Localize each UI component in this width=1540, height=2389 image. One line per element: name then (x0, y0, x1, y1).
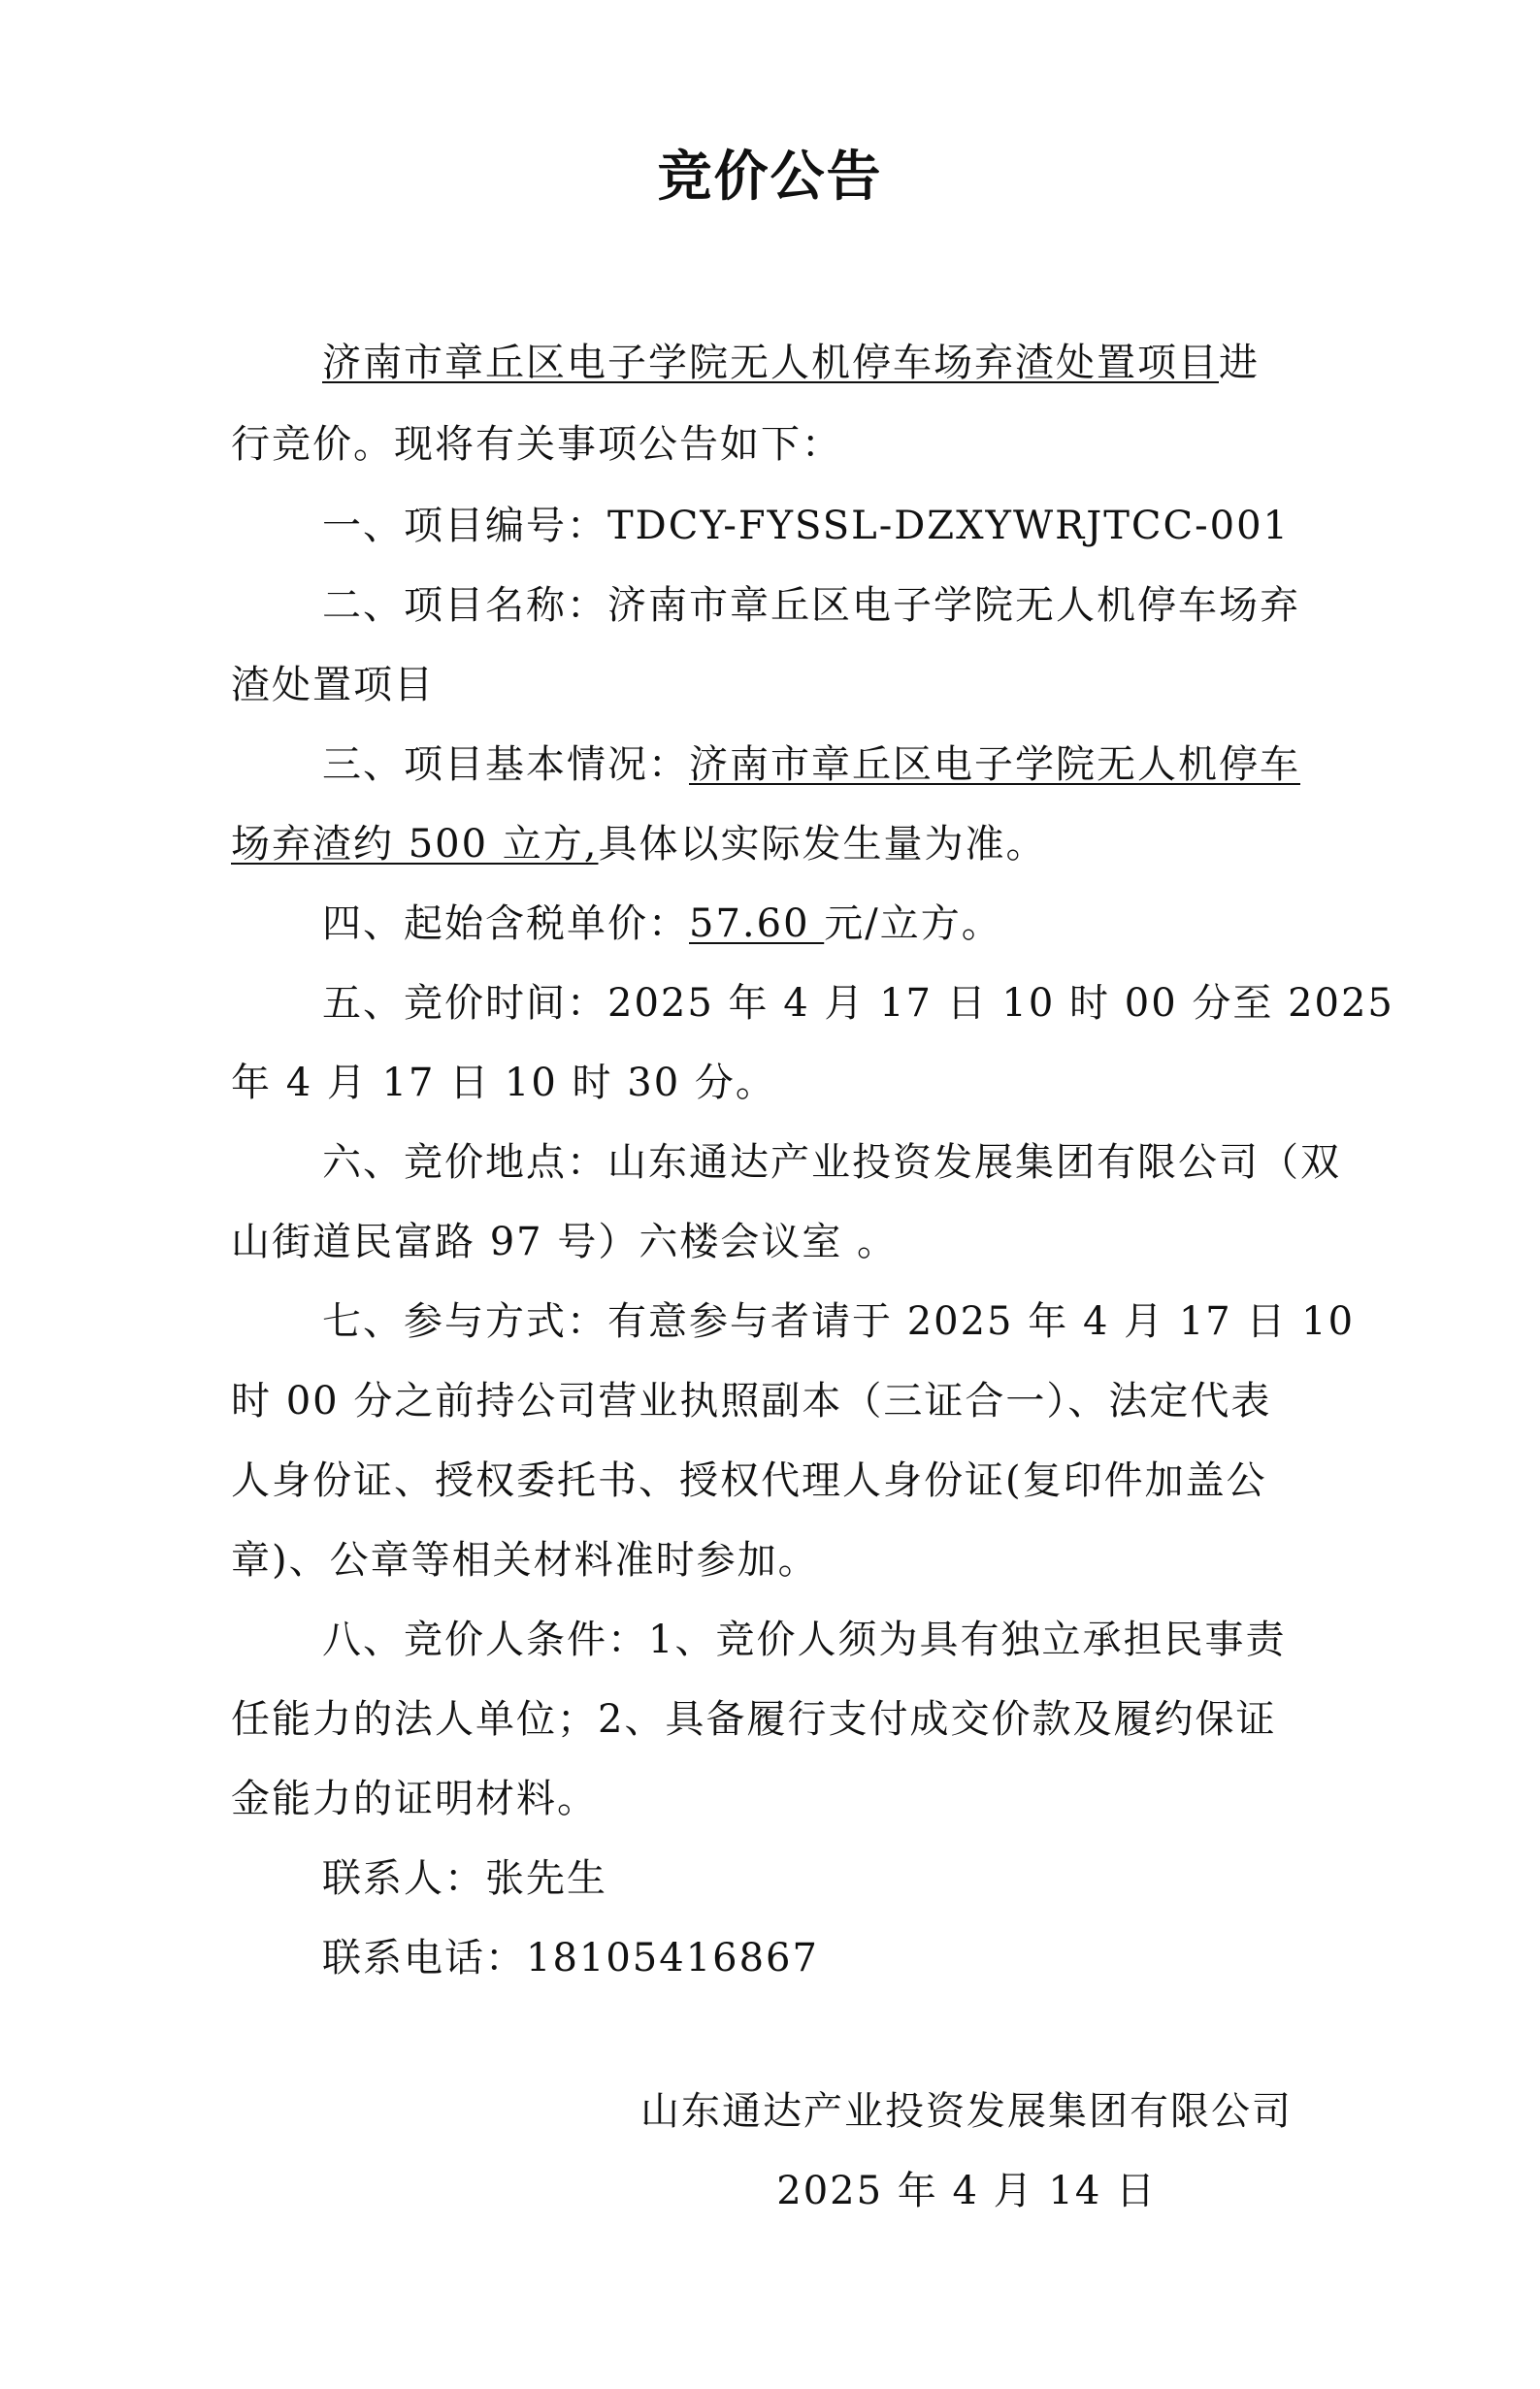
item-project-number: 一、项目编号：TDCY-FYSSL-DZXYWRJTCC-001 (322, 504, 1290, 548)
item-participation-line-4: 章)、公章等相关材料准时参加。 (231, 1538, 819, 1583)
intro-project-name: 济南市章丘区电子学院无人机停车场弃渣处置项目 (322, 341, 1219, 385)
basic-info-label: 三、项目基本情况： (322, 742, 689, 787)
intro-line-1 (322, 338, 1260, 388)
item-bidder-conditions-line-2: 任能力的法人单位；2、具备履行支付成交价款及履约保证 (231, 1697, 1277, 1742)
start-price-label: 四、起始含税单价： (322, 901, 689, 946)
item-participation-line-2: 时 00 分之前持公司营业执照副本（三证合一）、法定代表 (231, 1379, 1272, 1424)
item-basic-info-line-2 (231, 819, 1047, 869)
start-price-value: 57.60 (689, 901, 825, 946)
item-participation-line-3: 人身份证、授权委托书、授权代理人身份证(复印件加盖公 (231, 1458, 1267, 1503)
item-bid-location-line-2: 山街道民富路 97 号）六楼会议室 。 (231, 1220, 899, 1264)
intro-line-2: 行竞价。现将有关事项公告如下： (231, 422, 842, 467)
basic-info-underlined-1: 济南市章丘区电子学院无人机停车 (689, 742, 1300, 787)
contact-phone: 联系电话：18105416867 (322, 1936, 819, 1980)
basic-info-tail: 具体以实际发生量为准。 (598, 822, 1047, 867)
item-basic-info-line-1 (322, 739, 1300, 790)
item-start-price (322, 899, 1002, 949)
contact-person: 联系人：张先生 (322, 1856, 607, 1901)
item-bid-location-line-1: 六、竞价地点：山东通达产业投资发展集团有限公司（双 (322, 1140, 1341, 1185)
signoff-company: 山东通达产业投资发展集团有限公司 (640, 2089, 1293, 2134)
signoff-date: 2025 年 4 月 14 日 (776, 2169, 1157, 2213)
item-project-name-line-1: 二、项目名称：济南市章丘区电子学院无人机停车场弃 (322, 583, 1300, 628)
start-price-unit: 元/立方。 (824, 901, 1002, 946)
item-bidder-conditions-line-3: 金能力的证明材料。 (231, 1777, 598, 1821)
item-project-name-line-2: 渣处置项目 (231, 663, 435, 707)
item-bid-time-line-2: 年 4 月 17 日 10 时 30 分。 (231, 1061, 776, 1105)
intro-tail: 进 (1219, 341, 1260, 385)
page-title: 竞价公告 (657, 145, 883, 209)
item-participation-line-1: 七、参与方式：有意参与者请于 2025 年 4 月 17 日 10 (322, 1299, 1356, 1344)
item-bid-time-line-1: 五、竞价时间：2025 年 4 月 17 日 10 时 00 分至 2025 (322, 981, 1394, 1026)
item-bidder-conditions-line-1: 八、竞价人条件：1、竞价人须为具有独立承担民事责 (322, 1618, 1287, 1662)
basic-info-underlined-2: 场弃渣约 500 立方, (231, 822, 599, 867)
